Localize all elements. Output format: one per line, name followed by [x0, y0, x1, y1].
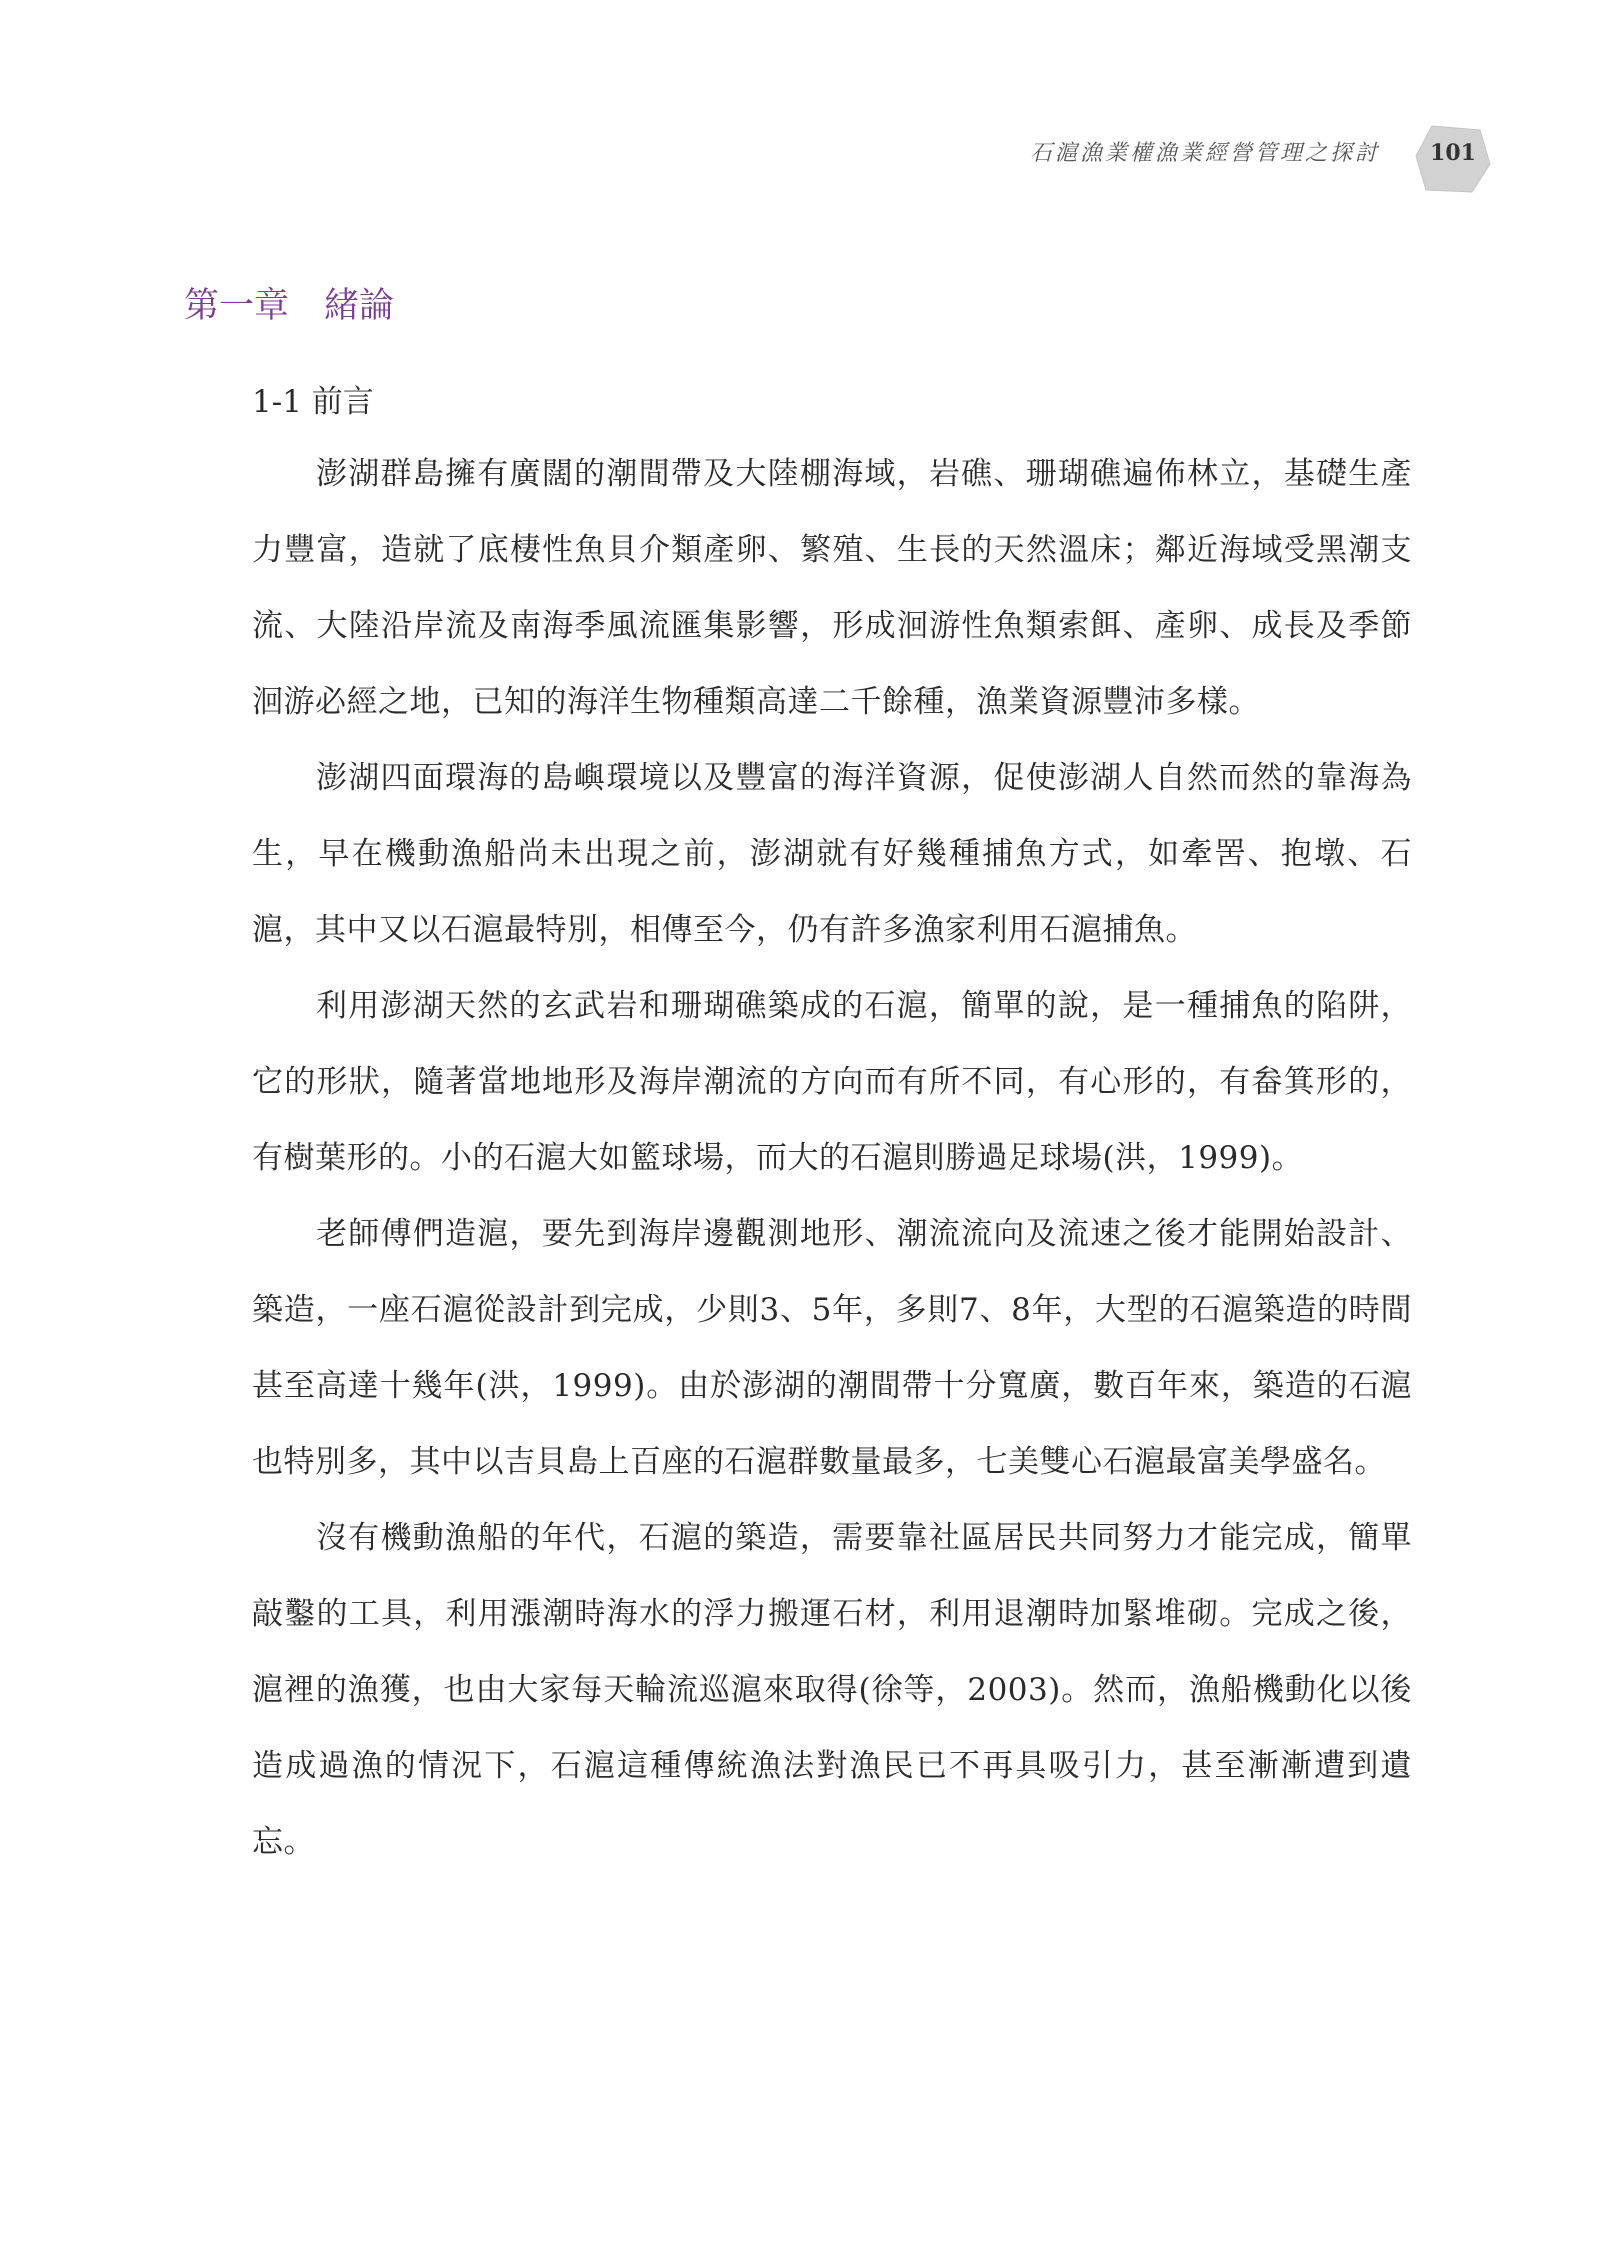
running-header: 石滬漁業權漁業經營管理之探討 — [1029, 141, 1380, 166]
paragraph: 沒有機動漁船的年代，石滬的築造，需要靠社區居民共同努力才能完成，簡單敲鑿的工具，利用漲潮時海水的浮力搬運石材，利用退潮時加緊堆砌。完成之後，滬裡的漁獲，也由大家每天輪流巡滬來取得(徐等，2003)。然而，漁船機動化以後造成過漁的情況下，石滬這種傳統漁法對漁民已不再具吸引力，甚至漸漸遭到遺忘。 — [252, 1520, 1412, 1860]
section-title: 1-1 前言 — [252, 384, 374, 420]
page-number-badge — [1414, 120, 1492, 198]
chapter-title: 第一章 緒論 — [184, 286, 395, 326]
paragraph: 澎湖四面環海的島嶼環境以及豐富的海洋資源，促使澎湖人自然而然的靠海為生，早在機動漁船尚未出現之前，澎湖就有好幾種捕魚方式，如牽罟、抱墩、石滬，其中又以石滬最特別，相傳至今，仍有許多漁家利用石滬捕魚。 — [252, 760, 1412, 948]
paragraph: 利用澎湖天然的玄武岩和珊瑚礁築成的石滬，簡單的說，是一種捕魚的陷阱，它的形狀，隨著當地地形及海岸潮流的方向而有所不同，有心形的，有畚箕形的，有樹葉形的。小的石滬大如籃球場，而大的石滬則勝過足球場(洪，1999)。 — [252, 988, 1412, 1176]
paragraph: 澎湖群島擁有廣闊的潮間帶及大陸棚海域，岩礁、珊瑚礁遍佈林立，基礎生產力豐富，造就了底棲性魚貝介類產卵、繁殖、生長的天然溫床；鄰近海域受黑潮支流、大陸沿岸流及南海季風流匯集影響，形成洄游性魚類索餌、產卵、成長及季節洄游必經之地，已知的海洋生物種類高達二千餘種，漁業資源豐沛多樣。 — [252, 456, 1412, 720]
paragraph: 老師傅們造滬，要先到海岸邊觀測地形、潮流流向及流速之後才能開始設計、築造，一座石滬從設計到完成，少則3、5年，多則7、8年，大型的石滬築造的時間甚至高達十幾年(洪，1999)。由於澎湖的潮間帶十分寬廣，數百年來，築造的石滬也特別多，其中以吉貝島上百座的石滬群數量最多，七美雙心石滬最富美學盛名。 — [252, 1216, 1412, 1480]
body-text — [252, 436, 1412, 1880]
page-number: 101 — [1430, 140, 1476, 166]
